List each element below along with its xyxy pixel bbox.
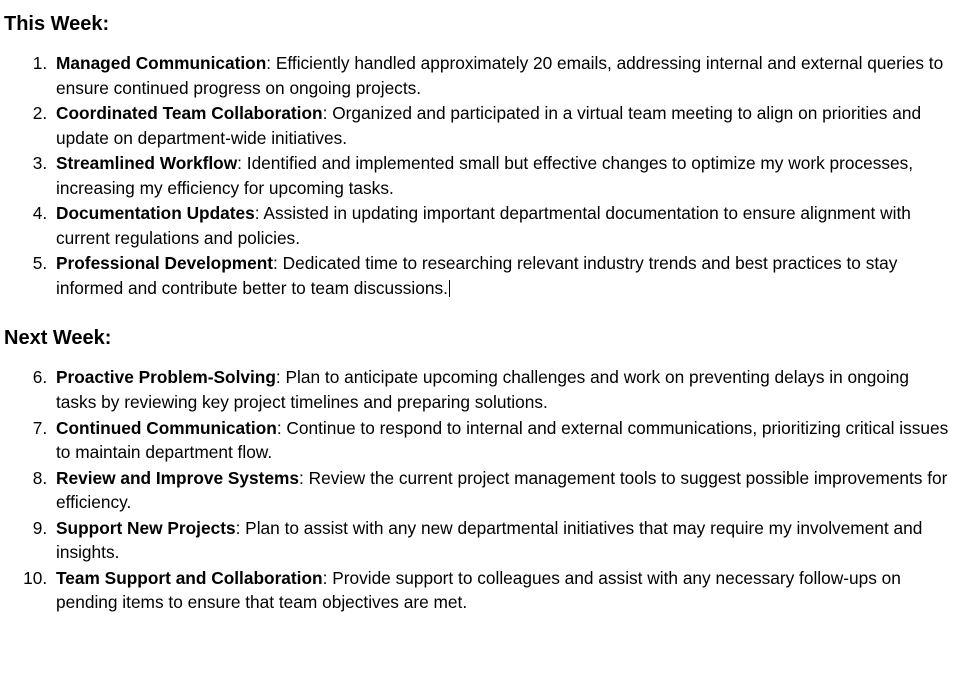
list-item (52, 101, 953, 150)
list-item-body: : Plan to assist with any new departmental initiatives that may require my involvement and insights. (56, 517, 923, 563)
list-item-title: Proactive Problem-Solving (56, 367, 276, 388)
list-item-title: Review and Improve Systems (56, 467, 300, 488)
list-item-title: Continued Communication (56, 417, 277, 438)
list-item-body: : Provide support to colleagues and assist with any necessary follow-ups on pending items to ensure that team objectives are met. (56, 567, 901, 613)
list-item-body: : Efficiently handled approximately 20 emails, addressing internal and external queries to ensure continued progress on ongoing projects. (56, 53, 944, 98)
list-item-body: : Plan to anticipate upcoming challenges and work on preventing delays in ongoing tasks by reviewing key project timelines and preparing solutions. (56, 367, 910, 413)
this-week-task-list (4, 51, 953, 300)
list-item (52, 416, 953, 465)
list-item-title: Support New Projects (56, 517, 236, 538)
list-item (52, 201, 953, 250)
list-item-title: Coordinated Team Collaboration (56, 103, 323, 124)
list-item-title: Team Support and Collaboration (56, 567, 323, 588)
list-item-body: : Dedicated time to researching relevant industry trends and best practices to stay informed and contribute better to team discussions. (56, 253, 898, 298)
list-item (52, 51, 953, 100)
list-item-body: : Organized and participated in a virtual team meeting to align on priorities and update on department-wide initiatives. (56, 103, 922, 148)
list-item (52, 516, 953, 565)
list-item-body: : Review the current project management tools to suggest possible improvements for efficiency. (56, 467, 948, 513)
list-item (52, 151, 953, 200)
list-item-title: Documentation Updates (56, 203, 255, 224)
text-cursor (449, 280, 450, 297)
list-item (52, 251, 953, 300)
next-week-task-list (4, 365, 953, 614)
list-item-body: : Identified and implemented small but effective changes to optimize my work processes, increasing my efficiency for upcoming tasks. (56, 153, 914, 198)
list-item-body: : Assisted in updating important departmental documentation to ensure alignment with current regulations and policies. (56, 203, 911, 248)
list-item-title: Streamlined Workflow (56, 153, 238, 174)
list-item (52, 466, 953, 515)
section-heading-next-week: Next Week: (4, 327, 112, 350)
list-item (52, 566, 953, 615)
list-item (52, 365, 953, 414)
section-heading-this-week: This Week: (4, 13, 110, 35)
list-item-title: Professional Development (56, 253, 274, 274)
list-item-title: Managed Communication (56, 53, 267, 73)
list-item-body: : Continue to respond to internal and external communications, prioritizing critical issues to maintain department flow. (56, 417, 949, 463)
